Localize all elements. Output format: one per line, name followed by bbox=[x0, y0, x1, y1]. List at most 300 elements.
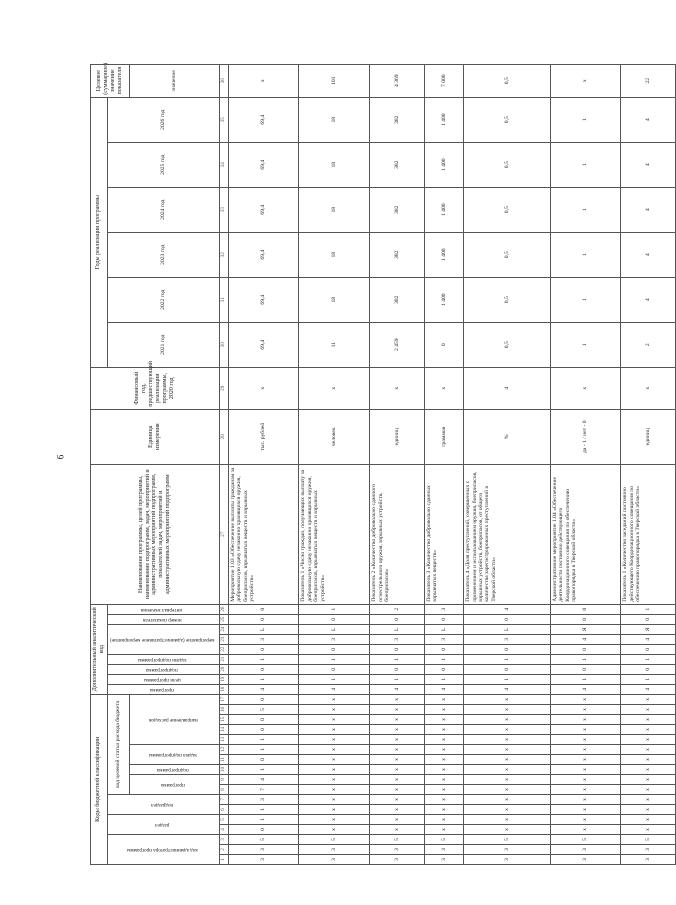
code-cell: 0 bbox=[299, 614, 370, 624]
subprogram2-header bbox=[107, 664, 219, 674]
code-cell: 1 bbox=[550, 674, 621, 684]
code-cell: х bbox=[425, 825, 464, 835]
code-cell: 0 bbox=[370, 664, 425, 674]
code-cell: 4 bbox=[299, 684, 370, 694]
code-cell: 3 bbox=[425, 634, 464, 644]
code-cell: 0 bbox=[228, 825, 299, 835]
interval-header-text: интервал значения bbox=[141, 606, 183, 613]
code-cell: х bbox=[370, 805, 425, 815]
base-year-cell: х bbox=[228, 367, 299, 409]
code-cell: х bbox=[299, 785, 370, 795]
code-cell: 3 bbox=[299, 845, 370, 855]
code-cell: х bbox=[370, 745, 425, 755]
year-value-cell: 382 bbox=[370, 187, 425, 232]
code-cell: 1 bbox=[464, 674, 551, 684]
csr-program-header-text: программа bbox=[161, 782, 185, 789]
code-cell: х bbox=[464, 705, 551, 715]
unit-header: Единица измерения bbox=[91, 409, 220, 464]
year-header-2: 2022 год bbox=[107, 277, 219, 322]
table-row bbox=[299, 64, 370, 864]
year-header-6: 2026 год bbox=[107, 97, 219, 142]
target-value-header: значение bbox=[129, 64, 219, 97]
year-value-cell: 382 bbox=[370, 97, 425, 142]
subprogram2-header-text: подпрограмма bbox=[146, 666, 178, 673]
year-value-cell: 0 bbox=[425, 322, 464, 367]
code-cell: 4 bbox=[550, 684, 621, 694]
csr-direction-header-text: направление расходов bbox=[148, 717, 198, 724]
code-cell: 1 bbox=[299, 674, 370, 684]
code-cell: х bbox=[370, 795, 425, 805]
target-header: Целевое (суммарное) значение показателя bbox=[91, 64, 130, 97]
code-cell: 3 bbox=[228, 795, 299, 805]
code-cell: 0 bbox=[621, 644, 676, 654]
goal-header bbox=[107, 674, 219, 684]
code-cell: х bbox=[550, 694, 621, 704]
measure-header-text: мероприятие (административное мероприятие) bbox=[109, 637, 215, 644]
code-cell: х bbox=[550, 735, 621, 745]
code-cell: х bbox=[621, 795, 676, 805]
code-cell: 0 bbox=[550, 664, 621, 674]
year-value-cell: 4 bbox=[621, 187, 676, 232]
column-number: 10 bbox=[219, 765, 228, 775]
code-cell: 5 bbox=[228, 835, 299, 845]
code-cell: 1 bbox=[425, 674, 464, 684]
year-value-cell: 1 400 bbox=[425, 232, 464, 277]
code-cell: 0 bbox=[299, 664, 370, 674]
year-value-cell: 1 bbox=[550, 277, 621, 322]
year-value-cell: 0,5 bbox=[464, 142, 551, 187]
year-value-cell: 1 bbox=[550, 187, 621, 232]
column-number: 11 bbox=[219, 755, 228, 765]
code-cell: х bbox=[550, 755, 621, 765]
column-number: 36 bbox=[219, 64, 228, 97]
year-value-cell: 4 bbox=[621, 97, 676, 142]
column-number: 17 bbox=[219, 694, 228, 704]
column-numbers-row bbox=[219, 64, 228, 864]
column-number: 35 bbox=[219, 97, 228, 142]
code-cell: 3 bbox=[621, 845, 676, 855]
code-cell: х bbox=[621, 815, 676, 825]
code-cell: х bbox=[370, 715, 425, 725]
year-value-cell: 69,4 bbox=[228, 322, 299, 367]
code-cell: х bbox=[299, 765, 370, 775]
code-cell: х bbox=[299, 755, 370, 765]
code-cell: х bbox=[464, 795, 551, 805]
code-cell: х bbox=[621, 705, 676, 715]
interval-header bbox=[107, 604, 219, 614]
year-value-cell: 18 bbox=[299, 187, 370, 232]
target-value-cell: х bbox=[228, 64, 299, 97]
code-cell: Я bbox=[621, 624, 676, 634]
program2-header-text: программа bbox=[150, 686, 174, 693]
target-value-cell: 0,5 bbox=[464, 64, 551, 97]
column-number: 2 bbox=[219, 845, 228, 855]
code-cell: х bbox=[550, 725, 621, 735]
code-cell: 3 bbox=[464, 634, 551, 644]
code-cell: 0 bbox=[228, 604, 299, 614]
code-cell: 0 bbox=[464, 664, 551, 674]
code-cell: х bbox=[464, 825, 551, 835]
code-cell: L bbox=[228, 624, 299, 634]
year-value-cell: 382 bbox=[370, 232, 425, 277]
code-cell: х bbox=[299, 815, 370, 825]
code-cell: х bbox=[299, 735, 370, 745]
column-number: 14 bbox=[219, 725, 228, 735]
base-year-cell: х bbox=[621, 367, 676, 409]
column-number: 15 bbox=[219, 715, 228, 725]
code-cell: 1 bbox=[621, 604, 676, 614]
section-header bbox=[107, 815, 219, 835]
year-value-cell: 11 bbox=[299, 322, 370, 367]
code-cell: 3 bbox=[228, 855, 299, 865]
column-number: 13 bbox=[219, 735, 228, 745]
year-value-cell: 18 bbox=[299, 142, 370, 187]
code-cell: 5 bbox=[228, 705, 299, 715]
target-value-cell: 4 369 bbox=[370, 64, 425, 97]
target-value-cell: 101 bbox=[299, 64, 370, 97]
column-number: 5 bbox=[219, 815, 228, 825]
row-name-cell: Показатель 1 «Число граждан, получающих выплату за добровольную сдачу незаконно хранящихся оружия, боеприпасов, взрывчатых веществ и взрывных устройств» bbox=[299, 464, 370, 604]
code-cell: х bbox=[299, 715, 370, 725]
code-cell: L bbox=[299, 624, 370, 634]
code-cell: 2 bbox=[370, 604, 425, 614]
analytic-code-header: Дополнительный аналитический код bbox=[91, 604, 108, 694]
year-value-cell: 1 bbox=[550, 322, 621, 367]
code-cell: 4 bbox=[621, 634, 676, 644]
year-value-cell: 382 bbox=[370, 277, 425, 322]
unit-cell: да - 1 / нет - 0 bbox=[550, 409, 621, 464]
code-cell: х bbox=[425, 785, 464, 795]
year-value-cell: 0,5 bbox=[464, 187, 551, 232]
code-cell: 0 bbox=[228, 614, 299, 624]
row-name-cell: Показатель 3 «Количество добровольно сданных взрывчатых веществ» bbox=[425, 464, 464, 604]
year-value-cell: 69,4 bbox=[228, 277, 299, 322]
code-cell: 3 bbox=[550, 845, 621, 855]
code-cell: х bbox=[425, 735, 464, 745]
year-header-3: 2023 год bbox=[107, 232, 219, 277]
year-value-cell: 69,4 bbox=[228, 142, 299, 187]
code-cell: х bbox=[621, 694, 676, 704]
code-cell: х bbox=[370, 725, 425, 735]
year-value-cell: 4 bbox=[621, 142, 676, 187]
unit-cell: тыс. рублей bbox=[228, 409, 299, 464]
indicator-num-header bbox=[107, 614, 219, 624]
code-cell: 3 bbox=[370, 855, 425, 865]
code-cell: х bbox=[464, 755, 551, 765]
code-cell: х bbox=[299, 725, 370, 735]
year-value-cell: 69,4 bbox=[228, 187, 299, 232]
code-cell: 3 bbox=[621, 855, 676, 865]
table-row bbox=[425, 64, 464, 864]
code-cell: х bbox=[550, 795, 621, 805]
column-number: 24 bbox=[219, 624, 228, 634]
code-cell: 0 bbox=[228, 694, 299, 704]
code-cell: х bbox=[621, 735, 676, 745]
code-cell: 5 bbox=[621, 835, 676, 845]
bk-codes-header: Коды бюджетной классификации bbox=[91, 694, 108, 864]
base-year-cell: х bbox=[370, 367, 425, 409]
year-value-cell: 0,5 bbox=[464, 277, 551, 322]
code-cell: х bbox=[621, 775, 676, 785]
year-value-cell: 1 400 bbox=[425, 277, 464, 322]
code-cell: х bbox=[425, 805, 464, 815]
code-cell: 3 bbox=[370, 845, 425, 855]
code-cell: 4 bbox=[425, 684, 464, 694]
code-cell: х bbox=[550, 805, 621, 815]
code-cell: 0 bbox=[228, 715, 299, 725]
code-cell: 0 bbox=[621, 614, 676, 624]
code-cell: х bbox=[370, 735, 425, 745]
unit-cell: % bbox=[464, 409, 551, 464]
table-row bbox=[228, 64, 299, 864]
code-cell: х bbox=[299, 775, 370, 785]
code-cell: х bbox=[425, 815, 464, 825]
code-cell: 1 bbox=[621, 654, 676, 664]
code-cell: 3 bbox=[228, 634, 299, 644]
code-cell: 0 bbox=[228, 644, 299, 654]
column-number: 9 bbox=[219, 775, 228, 785]
code-cell: 3 bbox=[425, 845, 464, 855]
column-number: 23 bbox=[219, 634, 228, 644]
page-number: 6 bbox=[55, 454, 66, 460]
code-cell: 0 bbox=[370, 644, 425, 654]
code-cell: 1 bbox=[425, 654, 464, 664]
column-number: 31 bbox=[219, 277, 228, 322]
column-number: 4 bbox=[219, 825, 228, 835]
code-cell: х bbox=[621, 765, 676, 775]
column-number: 20 bbox=[219, 664, 228, 674]
column-number: 12 bbox=[219, 745, 228, 755]
table-row bbox=[464, 64, 551, 864]
program2-header bbox=[107, 684, 219, 694]
code-cell: 1 bbox=[370, 654, 425, 664]
column-number: 34 bbox=[219, 142, 228, 187]
code-cell: х bbox=[425, 765, 464, 775]
code-cell: 5 bbox=[370, 835, 425, 845]
unit-cell: единиц bbox=[370, 409, 425, 464]
code-cell: 0 bbox=[370, 614, 425, 624]
code-cell: L bbox=[370, 624, 425, 634]
code-cell: 4 bbox=[550, 634, 621, 644]
code-cell: 5 bbox=[299, 835, 370, 845]
year-value-cell: 1 400 bbox=[425, 97, 464, 142]
code-cell: х bbox=[621, 785, 676, 795]
year-value-cell: 18 bbox=[299, 232, 370, 277]
year-value-cell: 4 bbox=[621, 232, 676, 277]
code-cell: х bbox=[299, 705, 370, 715]
code-cell: 1 bbox=[299, 604, 370, 614]
table-row bbox=[370, 64, 425, 864]
code-cell: х bbox=[550, 825, 621, 835]
code-cell: 0 bbox=[425, 664, 464, 674]
code-cell: 1 bbox=[228, 674, 299, 684]
code-cell: 3 bbox=[299, 855, 370, 865]
code-cell: 3 bbox=[464, 855, 551, 865]
code-cell: 1 bbox=[228, 735, 299, 745]
code-cell: х bbox=[464, 815, 551, 825]
code-cell: х bbox=[621, 745, 676, 755]
code-cell: 1 bbox=[228, 765, 299, 775]
year-value-cell: 1 bbox=[550, 97, 621, 142]
section-header-text: раздел bbox=[154, 822, 170, 829]
code-cell: х bbox=[425, 795, 464, 805]
code-cell: 1 bbox=[228, 815, 299, 825]
subsection-header bbox=[107, 795, 219, 815]
code-cell: 0 bbox=[550, 604, 621, 614]
row-name-cell: Показатель 2 «Количество добровольно сданного огнестрельного оружия, взрывных устройств, боеприпасов» bbox=[370, 464, 425, 604]
code-cell: х bbox=[299, 825, 370, 835]
measure-header bbox=[107, 624, 219, 654]
base-year-cell: х bbox=[550, 367, 621, 409]
code-cell: х bbox=[299, 694, 370, 704]
program-indicators-table bbox=[90, 64, 676, 865]
csr-direction-header bbox=[129, 694, 219, 744]
year-value-cell: 1 bbox=[550, 232, 621, 277]
year-value-cell: 382 bbox=[370, 142, 425, 187]
code-cell: 4 bbox=[621, 684, 676, 694]
code-cell: х bbox=[621, 805, 676, 815]
code-cell: 0 bbox=[228, 725, 299, 735]
code-cell: х bbox=[550, 715, 621, 725]
column-number: 16 bbox=[219, 705, 228, 715]
code-cell: 3 bbox=[425, 604, 464, 614]
name-header: Наименование программы, целей программы, наименование подпрограмм, задач, мероприятий и административных мероприятий подпрограмм, показателей задач, мероприятий и административных мероприятий подпрограмм bbox=[91, 464, 220, 604]
code-cell: х bbox=[464, 785, 551, 795]
code-cell: 3 bbox=[228, 845, 299, 855]
column-number: 18 bbox=[219, 684, 228, 694]
code-cell: 0 bbox=[228, 664, 299, 674]
code-cell: 0 bbox=[425, 644, 464, 654]
code-cell: 4 bbox=[228, 684, 299, 694]
year-value-cell: 0,5 bbox=[464, 322, 551, 367]
code-cell: 1 bbox=[299, 654, 370, 664]
code-cell: 0 bbox=[464, 644, 551, 654]
row-name-cell: Показатель 4 «Доля преступлений, совершенных с применением и использованием оружия, боеприпасов, взрывных устройств, боеприпасов, от общего количества зарегистрированных преступлений в Тверской области» bbox=[464, 464, 551, 604]
year-value-cell: 2 bbox=[621, 322, 676, 367]
year-header-4: 2024 год bbox=[107, 187, 219, 232]
code-cell: х bbox=[370, 694, 425, 704]
base-year-cell: х bbox=[299, 367, 370, 409]
code-cell: х bbox=[464, 725, 551, 735]
row-name-cell: Мероприятие 1.03 «Обеспечение выплаты гражданам за добровольную сдачу незаконно хранящихся оружия, боеприпасов, взрывчатых веществ и взрывных устройств» bbox=[228, 464, 299, 604]
column-number: 19 bbox=[219, 674, 228, 684]
column-number: 3 bbox=[219, 835, 228, 845]
column-number: 29 bbox=[219, 367, 228, 409]
task2-header bbox=[107, 654, 219, 664]
unit-cell: единиц bbox=[621, 409, 676, 464]
code-cell: 1 bbox=[621, 674, 676, 684]
code-cell: х bbox=[621, 715, 676, 725]
code-cell: х bbox=[299, 805, 370, 815]
code-cell: х bbox=[621, 755, 676, 765]
column-number: 22 bbox=[219, 644, 228, 654]
rotated-table-wrapper bbox=[90, 63, 652, 865]
code-cell: х bbox=[621, 725, 676, 735]
code-cell: 1 bbox=[550, 654, 621, 664]
code-cell: х bbox=[425, 705, 464, 715]
code-cell: х bbox=[464, 805, 551, 815]
code-cell: х bbox=[550, 775, 621, 785]
code-cell: 1 bbox=[228, 654, 299, 664]
column-number: 8 bbox=[219, 785, 228, 795]
column-number: 1 bbox=[219, 855, 228, 865]
code-cell: 5 bbox=[550, 835, 621, 845]
code-cell: х bbox=[425, 745, 464, 755]
years-header: Годы реализации программы bbox=[91, 97, 108, 367]
code-cell: 3 bbox=[550, 855, 621, 865]
code-cell: 4 bbox=[370, 684, 425, 694]
code-cell: 3 bbox=[425, 855, 464, 865]
csr-task-header-text: задача подпрограммы bbox=[148, 752, 198, 759]
column-number: 27 bbox=[219, 464, 228, 604]
column-number: 33 bbox=[219, 187, 228, 232]
column-number: 32 bbox=[219, 232, 228, 277]
code-cell: Я bbox=[550, 624, 621, 634]
year-header-5: 2025 год bbox=[107, 142, 219, 187]
code-cell: х bbox=[370, 755, 425, 765]
year-value-cell: 0,5 bbox=[464, 97, 551, 142]
code-cell: 3 bbox=[370, 634, 425, 644]
subsection-header-text: подраздел bbox=[150, 802, 174, 809]
admin-code-header-text: код администратора программы bbox=[126, 847, 198, 854]
table-row bbox=[621, 64, 676, 864]
code-cell: х bbox=[621, 825, 676, 835]
csr-subprogram-header-text: подпрограмма bbox=[157, 767, 189, 773]
year-value-cell: 18 bbox=[299, 277, 370, 322]
base-year-cell: х bbox=[425, 367, 464, 409]
goal-header-text: цели программы bbox=[143, 676, 181, 683]
target-value-cell: 7 000 bbox=[425, 64, 464, 97]
column-number: 21 bbox=[219, 654, 228, 664]
target-value-cell: х bbox=[550, 64, 621, 97]
table-row bbox=[550, 64, 621, 864]
row-name-cell: Административное мероприятие 1.04 «Обеспечение деятельности постоянно действующего Координационного совещания по обеспечению правопорядка в Тверской области» bbox=[550, 464, 621, 604]
code-cell: х bbox=[425, 755, 464, 765]
code-cell: 1 bbox=[464, 654, 551, 664]
code-cell: х bbox=[425, 775, 464, 785]
code-cell: х bbox=[464, 775, 551, 785]
code-cell: х bbox=[550, 765, 621, 775]
unit-cell: человек bbox=[299, 409, 370, 464]
task2-header-text: задачи подпрограммы bbox=[137, 656, 187, 663]
code-cell: 0 bbox=[621, 664, 676, 674]
year-value-cell: 69,4 bbox=[228, 97, 299, 142]
code-cell: 0 bbox=[464, 614, 551, 624]
year-value-cell: 69,4 bbox=[228, 232, 299, 277]
code-cell: 5 bbox=[425, 835, 464, 845]
code-cell: х bbox=[370, 765, 425, 775]
year-value-cell: 2 459 bbox=[370, 322, 425, 367]
code-cell: х bbox=[464, 735, 551, 745]
code-cell: 0 bbox=[425, 614, 464, 624]
code-cell: 4 bbox=[464, 604, 551, 614]
csr-program-header bbox=[129, 775, 219, 795]
code-cell: 1 bbox=[370, 674, 425, 684]
code-cell: 0 bbox=[228, 755, 299, 765]
code-cell: х bbox=[299, 795, 370, 805]
target-value-cell: 22 bbox=[621, 64, 676, 97]
base-year-header: Финансовый год, предшествующий реализации программы, 2020 год bbox=[91, 367, 220, 409]
csr-header: код целевой статьи расхода бюджета bbox=[107, 694, 129, 794]
code-cell: х bbox=[550, 785, 621, 795]
code-cell: 1 bbox=[228, 745, 299, 755]
year-value-cell: 0,5 bbox=[464, 232, 551, 277]
row-name-cell: Показатель 1 «Количество заседаний постоянно действующего Координационного совещания по обеспечению правопорядка в Тверской области» bbox=[621, 464, 676, 604]
csr-subprogram-header bbox=[129, 765, 219, 775]
code-cell: 0 bbox=[550, 614, 621, 624]
code-cell: х bbox=[370, 705, 425, 715]
code-cell: 4 bbox=[464, 684, 551, 694]
